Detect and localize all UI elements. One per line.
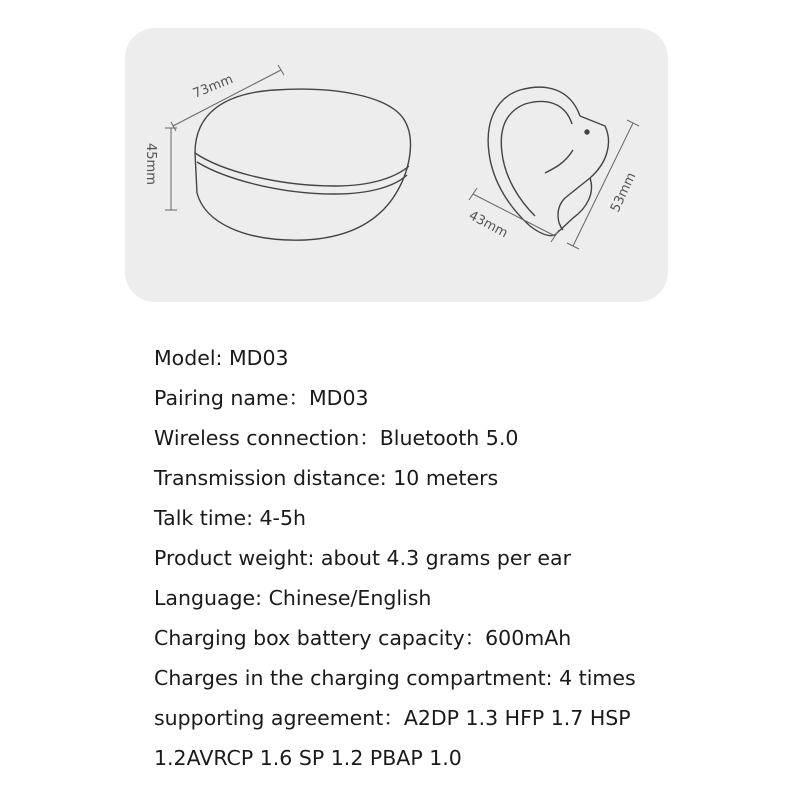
spec-transmission-distance: Transmission distance: 10 meters [154,466,499,490]
spec-wireless-connection: Wireless connection：Bluetooth 5.0 [154,426,519,450]
spec-supporting-agreement-cont: 1.2AVRCP 1.6 SP 1.2 PBAP 1.0 [154,746,462,770]
case-height-label: 45mm [143,143,158,185]
spec-charges: Charges in the charging compartment: 4 times [154,666,636,690]
charging-case-icon [195,89,410,240]
earbud-icon [488,87,608,235]
spec-supporting-agreement: supporting agreement：A2DP 1.3 HFP 1.7 HSP [154,706,631,730]
product-dimension-diagram [125,28,668,302]
spec-language: Language: Chinese/English [154,586,432,610]
spec-battery-capacity: Charging box battery capacity：600mAh [154,626,572,650]
spec-model: Model: MD03 [154,346,289,370]
earbud-height-label: 53mm [608,170,640,215]
case-height-dimension [165,128,177,210]
spec-product-weight: Product weight: about 4.3 grams per ear [154,546,572,570]
spec-pairing-name: Pairing name：MD03 [154,386,369,410]
spec-talk-time: Talk time: 4-5h [154,506,306,530]
case-width-label: 73mm [190,72,236,102]
dimension-drawing [125,28,668,302]
spec-list [154,338,774,778]
earbud-depth-label: 43mm [466,208,511,242]
